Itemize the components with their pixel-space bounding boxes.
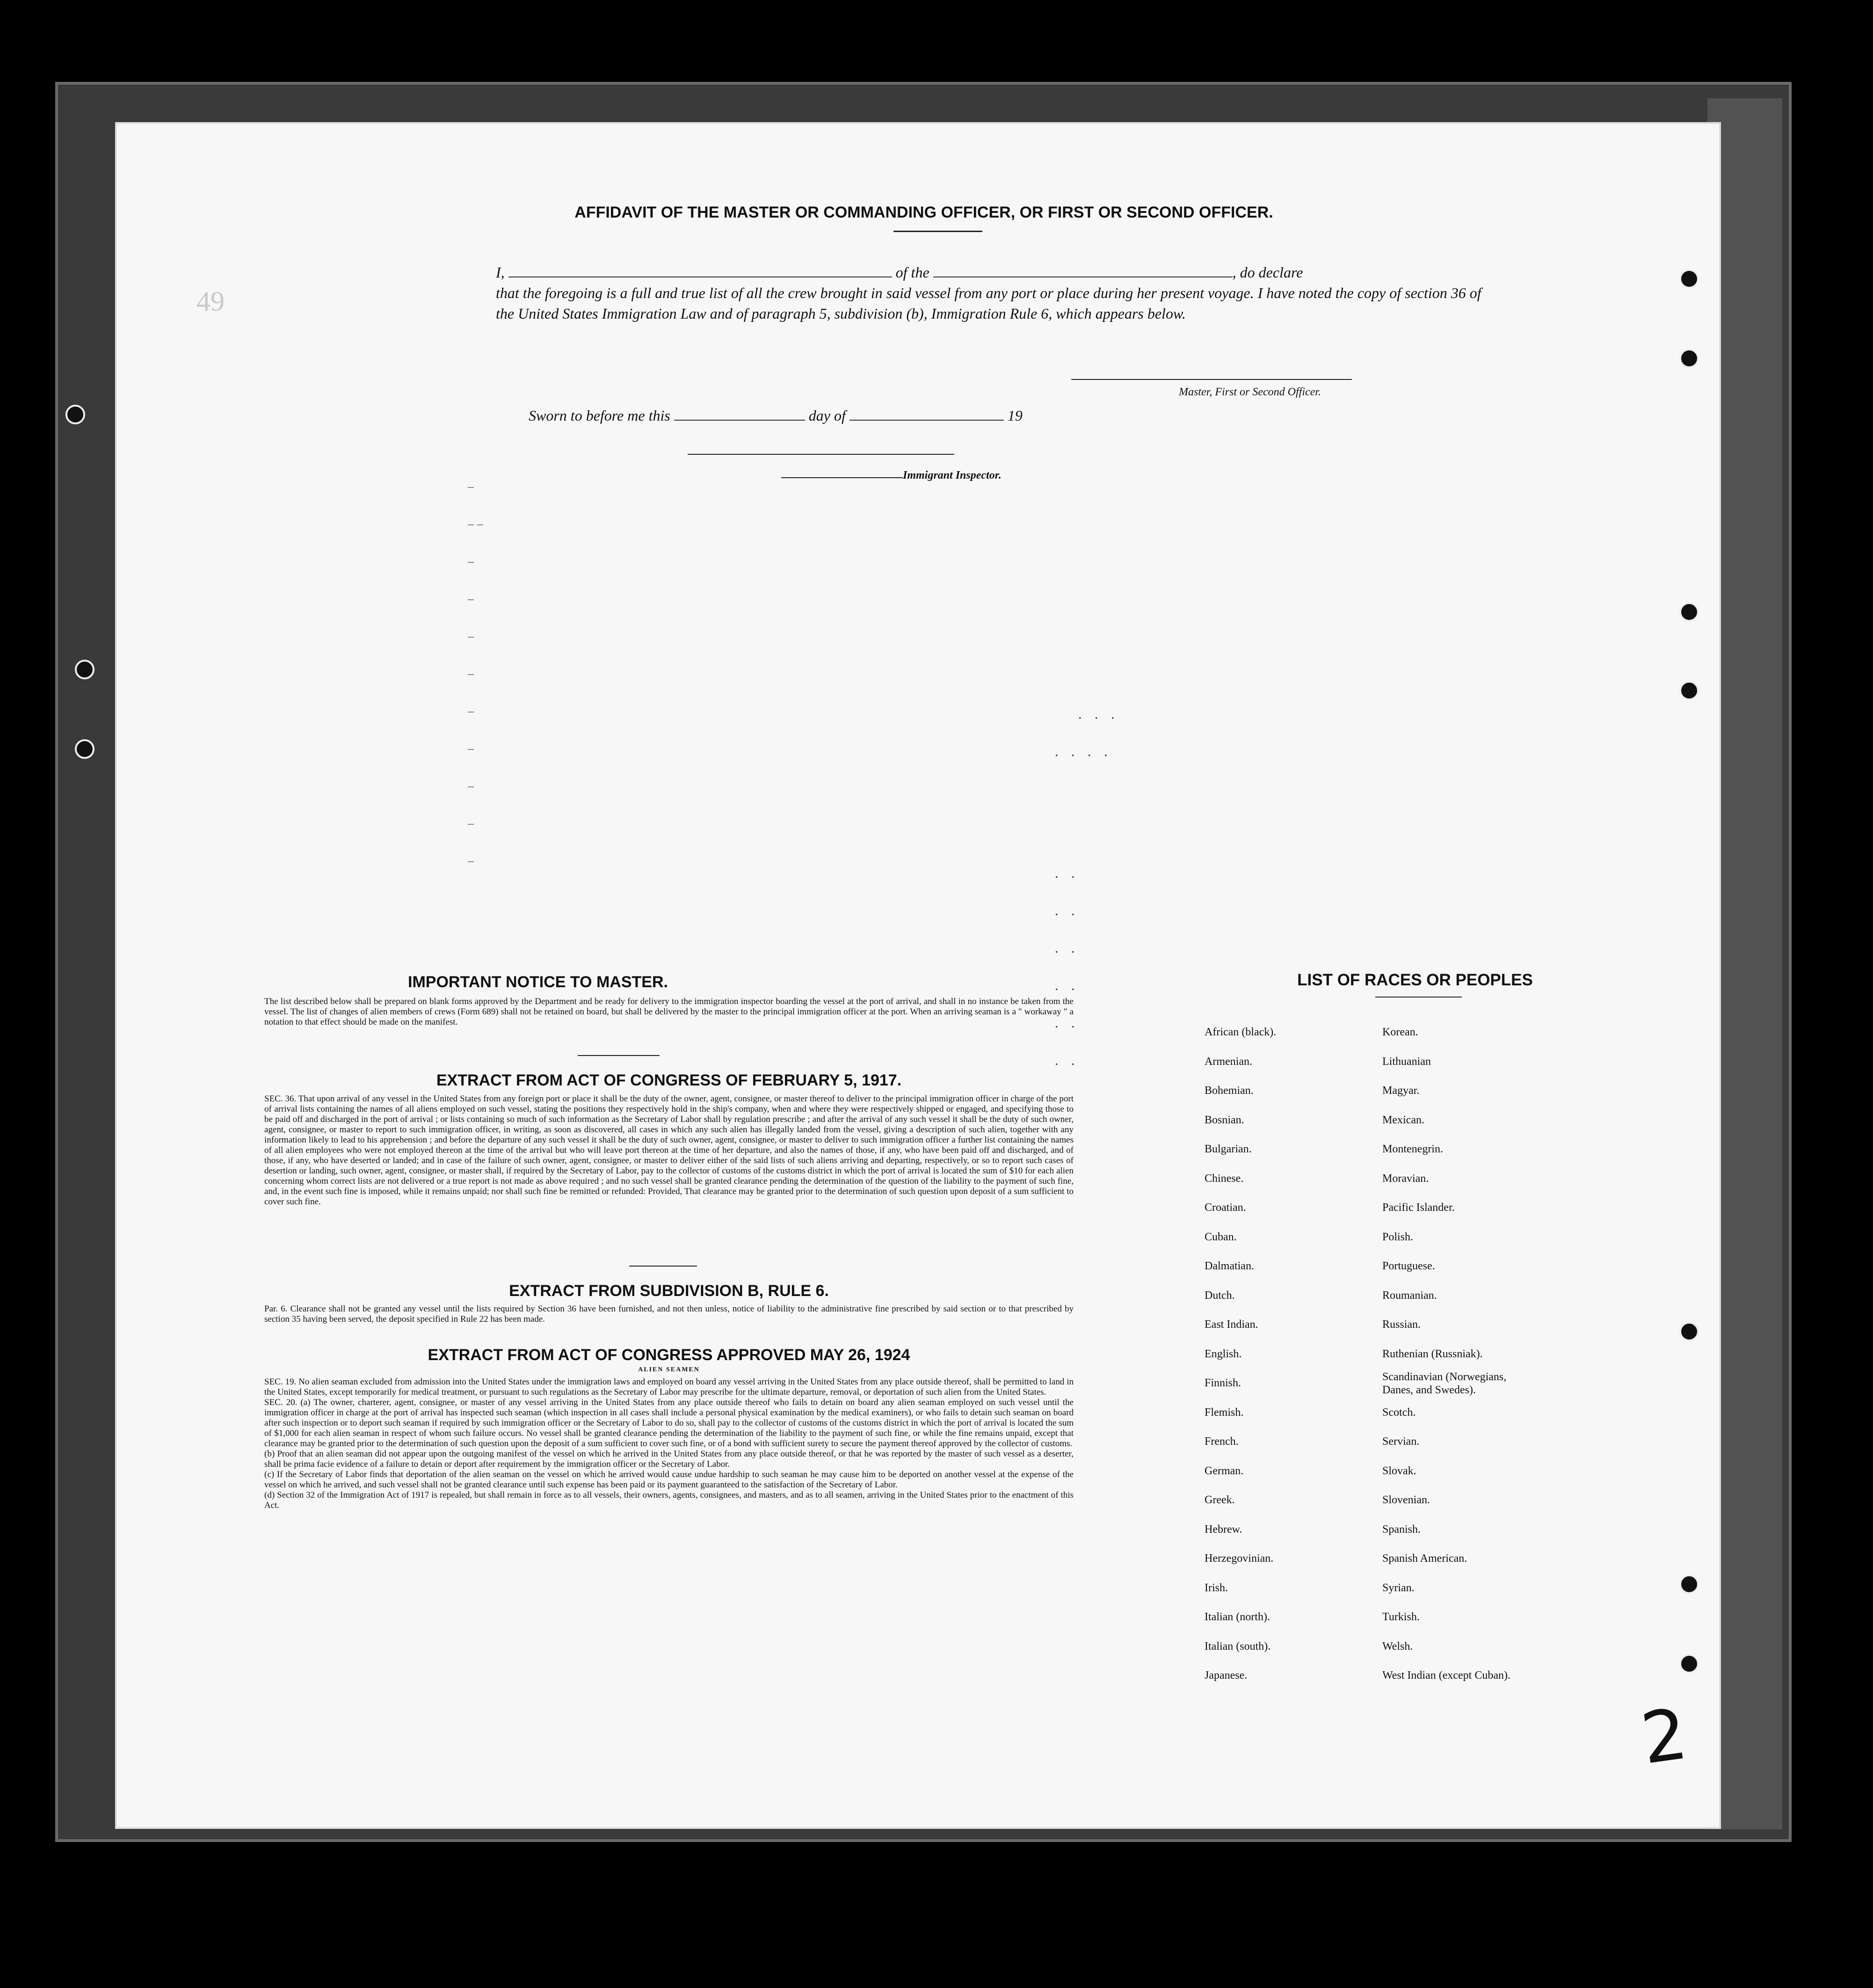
binder-hole xyxy=(1679,269,1699,289)
race-item: Korean. xyxy=(1382,1026,1418,1038)
affidavit-title: AFFIDAVIT OF THE MASTER OR COMMANDING OFFICER, OR FIRST OR SECOND OFFICER. xyxy=(574,204,1273,221)
declaration-do-declare: , do declare xyxy=(1232,264,1303,281)
faint-dots: . . . xyxy=(1078,706,1119,722)
binder-hole xyxy=(75,739,94,759)
binder-hole xyxy=(1679,1654,1699,1674)
extract-rule6-title: EXTRACT FROM SUBDIVISION B, RULE 6. xyxy=(509,1282,829,1300)
race-item: Finnish. xyxy=(1205,1377,1241,1389)
faint-dash: – xyxy=(468,554,474,568)
faint-dots: . . xyxy=(1055,978,1080,993)
race-item: Cuban. xyxy=(1205,1231,1237,1243)
race-item: Scandinavian (Norwegians, Danes, and Swedes). xyxy=(1382,1371,1507,1396)
race-item: Chinese. xyxy=(1205,1172,1244,1185)
extract-1924-title: EXTRACT FROM ACT OF CONGRESS APPROVED MAY 26, 1924 xyxy=(428,1346,910,1364)
extract-divider xyxy=(629,1266,697,1267)
race-item: Japanese. xyxy=(1205,1669,1248,1682)
race-item: Scotch. xyxy=(1382,1406,1416,1419)
sworn-year: 19 xyxy=(1007,407,1023,424)
extract-1924-subtitle: ALIEN SEAMEN xyxy=(638,1366,700,1373)
race-item: Herzegovinian. xyxy=(1205,1552,1274,1565)
faint-dash: – xyxy=(468,704,474,718)
sec-20c-text: (c) If the Secretary of Labor finds that deportation of the alien seaman on the vessel on which he arrived would cause undue hardship to such seaman he may cause him to be deported on another vessel at the expense of the vessel on which he arrived, and such vessel shall not be granted clearance until such expense has been paid or its payment guaranteed to the satisfaction of the Secretary of Labor. xyxy=(264,1470,1074,1490)
race-item: Spanish American. xyxy=(1382,1552,1467,1565)
race-item: Portuguese. xyxy=(1382,1260,1435,1272)
faint-dash: – xyxy=(468,667,474,680)
faint-dots: . . xyxy=(1055,940,1080,956)
race-item: Croatian. xyxy=(1205,1202,1246,1214)
races-divider xyxy=(1375,997,1462,998)
inspector-short-line xyxy=(781,477,903,478)
race-item: Hebrew. xyxy=(1205,1523,1242,1536)
sworn-month-field[interactable] xyxy=(849,420,1004,421)
handwritten-mark: 2 xyxy=(1636,1693,1692,1780)
sworn-day-label: day of xyxy=(808,407,846,424)
faint-dots: . . xyxy=(1055,1015,1080,1031)
sec-20b-text: (b) Proof that an alien seaman did not appear upon the outgoing manifest of the vessel on which he arrived in the United States from any place outside thereof, or that he was reported by the master of such vessel as a deserter, shall be prima facie evidence of a failure to detain or deport after requirement by the immigration officer or the Secretary of Labor. xyxy=(264,1449,1074,1469)
sworn-prefix: Sworn to before me this xyxy=(529,407,670,424)
race-item: English. xyxy=(1205,1347,1242,1360)
race-item: Russian. xyxy=(1382,1318,1421,1331)
race-item: Slovak. xyxy=(1382,1464,1416,1477)
binder-hole xyxy=(65,405,85,424)
faint-dots: . . xyxy=(1055,866,1080,881)
binder-hole xyxy=(1679,1322,1699,1341)
extract-1917-title: EXTRACT FROM ACT OF CONGRESS OF FEBRUARY 5, 1917. xyxy=(436,1071,902,1089)
faint-dash: – – xyxy=(468,517,483,531)
race-item: Spanish. xyxy=(1382,1523,1421,1536)
faint-dash: – xyxy=(468,629,474,643)
declaration-body: that the foregoing is a full and true list of all the crew brought in said vessel from any port or place during her present voyage. I have noted the copy of section 36 of the United States Immigration Law and of paragraph 5, subdivision (b), Immigration Rule 6, which appears below. xyxy=(496,284,1481,322)
race-item: Dutch. xyxy=(1205,1289,1235,1302)
race-item: Dalmatian. xyxy=(1205,1260,1254,1272)
form-page xyxy=(117,124,1719,1827)
binder-hole xyxy=(1679,681,1699,700)
declaration-of-the: of the xyxy=(895,264,929,281)
faint-dash: – xyxy=(468,480,474,493)
race-item: Ruthenian (Russniak). xyxy=(1382,1347,1483,1360)
sec-20d-text: (d) Section 32 of the Immigration Act of 1917 is repealed, but shall remain in force as to all vessels, their owners, agents, consignees, and masters, and as to all seamen, arriving in the United States prior to the enactment of this Act. xyxy=(264,1490,1074,1510)
faint-dots: . . xyxy=(1055,903,1080,918)
races-title: LIST OF RACES OR PEOPLES xyxy=(1297,971,1533,989)
race-item: Slovenian. xyxy=(1382,1494,1430,1506)
race-item: African (black). xyxy=(1205,1026,1277,1038)
race-item: Magyar. xyxy=(1382,1085,1420,1097)
races-left-column xyxy=(1205,1018,1373,1690)
extract-rule6-text: Par. 6. Clearance shall not be granted any vessel until the lists required by Section 36 have been furnished, and not then unless, notice of liability to the administrative fine prescribed by said section or to that prescribed by section 35 having been served, the deposit specified in Rule 22 has been made. xyxy=(264,1304,1074,1324)
faint-dash: – xyxy=(468,779,474,793)
race-item: Bosnian. xyxy=(1205,1114,1244,1126)
sworn-day-field[interactable] xyxy=(674,420,805,421)
notice-divider xyxy=(578,1055,660,1056)
race-item: Moravian. xyxy=(1382,1172,1429,1185)
race-item: Pacific Islander. xyxy=(1382,1202,1455,1214)
notice-text: The list described below shall be prepared on blank forms approved by the Department and be ready for delivery to the immigration inspector boarding the vessel at the port of arrival, and shall in no instance be taken from the vessel. The list of changes of alien members of crews (Form 689) shall not be retained on board, but shall be delivered by the master to the principal immigration officer at the port. When an arriving seaman is a " workaway " a notation to that effect should be made on the manifest. xyxy=(264,997,1074,1027)
faint-dash: – xyxy=(468,592,474,605)
race-item: Servian. xyxy=(1382,1435,1420,1448)
binder-hole xyxy=(1679,602,1699,622)
faint-dots: . . xyxy=(1055,1053,1080,1068)
race-item: French. xyxy=(1205,1435,1239,1448)
inspector-signature-line[interactable] xyxy=(688,454,954,455)
race-item: Flemish. xyxy=(1205,1406,1244,1419)
race-item: Roumanian. xyxy=(1382,1289,1437,1302)
race-item: Irish. xyxy=(1205,1581,1228,1594)
race-item: Armenian. xyxy=(1205,1055,1252,1068)
race-item: Italian (north). xyxy=(1205,1611,1270,1623)
race-item: Turkish. xyxy=(1382,1611,1420,1623)
faint-dash: – xyxy=(468,816,474,830)
faint-dots: . . . . xyxy=(1055,744,1112,759)
extract-1924-text xyxy=(264,1377,1074,1511)
binder-hole xyxy=(1679,349,1699,368)
binder-hole xyxy=(1679,1574,1699,1594)
race-item: Polish. xyxy=(1382,1231,1414,1243)
race-item: Syrian. xyxy=(1382,1581,1415,1594)
signature-line[interactable] xyxy=(1071,379,1352,380)
page-number: 49 xyxy=(196,286,225,317)
extract-1917-text: SEC. 36. That upon arrival of any vessel in the United States from any foreign port or place it shall be the duty of the owner, agent, consignee, or master thereof to deliver to the principal immigration officer in charge of the port of arrival lists containing the names of all aliens employed on such vessel, stating the positions they respectively hold in the ship's company, when and where they were respectively shipped or engaged, and specifying those to be paid off and discharged in the port of arrival ; or lists containing so much of such information as the Secretary of Labor shall by regulation prescribe ; and after the arrival of any such vessel it shall be the duty of such owner, agent, consignee, or master to report to such immigration officer, in writing, as soon as discovered, all cases in which any such alien has illegally landed from the vessel, giving a description of such alien, together with any information likely to lead to his apprehension ; and before the departure of any such vessel it shall be the duty of such owner, agent, consignee, or master to deliver to such immigration officer a further list containing the names of all alien employees who were not employed thereon at the time of the arrival but who will leave port thereon at the time of her departure, and also the names of those, if any, who have been paid off and discharged, and of those, if any, who have deserted or landed; and in case of the failure of such owner, agent, consignee, or master to deliver either of the said lists of such aliens arriving and departing, respectively, or so to report such cases of desertion or landing, such owner, agent, consignee, or master shall, if required by the Secretary of Labor, pay to the collector of customs of the customs district in which the port of arrival is located the sum of $10 for each alien concerning whom correct lists are not delivered or a true report is not made as above required ; and no such vessel shall be granted clearance pending the determination of the question of the liability to the payment of such fine, and, in the event such fine is imposed, while it remains unpaid; nor shall such fine be remitted or refunded: Provided, That clearance may be granted prior to the determination of such question upon deposit of a sum sufficient to cover such fine. xyxy=(264,1094,1074,1207)
race-item: Welsh. xyxy=(1382,1640,1413,1653)
race-item: Italian (south). xyxy=(1205,1640,1271,1653)
race-item: Mexican. xyxy=(1382,1114,1424,1126)
races-right-column xyxy=(1382,1018,1626,1690)
sec-19-text: SEC. 19. No alien seaman excluded from admission into the United States under the immigration laws and employed on board any vessel arriving in the United States from any place outside thereof, shall be permitted to land in the United States, except temporarily for medical treatment, or pursuant to such regulations as the Secretary of Labor may prescribe for the ultimate departure, removal, or deportation of such alien from the United States. xyxy=(264,1377,1074,1397)
sec-20a-text: SEC. 20. (a) The owner, charterer, agent, consignee, or master of any vessel arriving in the United States from any place outside thereof who fails to detain on board any alien seaman employed on such vessel until the immigration officer in charge at the port of arrival has inspected such seaman (which inspection in all cases shall include a personal physical examination by the medical examiners), or who fails to detain such seaman on board after such inspection or to deport such seaman if required by such immigration officer or the Secretary of Labor to do so, shall pay to the collector of customs of the customs district in which the port of arrival is located the sum of $1,000 for each alien seaman in respect of whom such failure occurs. No vessel shall be granted clearance pending the determination of the liability to the payment of such fine, or while the fine remains unpaid, except that clearance may be granted prior to the determination of such question upon the deposit of a sum sufficient to cover such fine, or of a bond with sufficient surety to secure the payment thereof approved by the collector of customs. xyxy=(264,1398,1074,1449)
race-item: Greek. xyxy=(1205,1494,1235,1506)
declaration-i: I, xyxy=(496,264,505,281)
notice-title: IMPORTANT NOTICE TO MASTER. xyxy=(408,973,668,991)
race-item: German. xyxy=(1205,1464,1244,1477)
race-item: Lithuanian xyxy=(1382,1055,1431,1068)
faint-dash: – xyxy=(468,742,474,755)
inspector-label: Immigrant Inspector. xyxy=(903,469,1002,481)
signature-label: Master, First or Second Officer. xyxy=(1179,386,1321,398)
faint-dash: – xyxy=(468,854,474,867)
race-item: West Indian (except Cuban). xyxy=(1382,1669,1510,1682)
affidavit-declaration xyxy=(496,262,1502,324)
race-item: Montenegrin. xyxy=(1382,1143,1443,1155)
binder-hole xyxy=(75,660,94,679)
race-item: Bulgarian. xyxy=(1205,1143,1252,1155)
sworn-line xyxy=(529,407,1230,424)
title-divider xyxy=(893,231,982,232)
race-item: Bohemian. xyxy=(1205,1085,1254,1097)
race-item: East Indian. xyxy=(1205,1318,1258,1331)
